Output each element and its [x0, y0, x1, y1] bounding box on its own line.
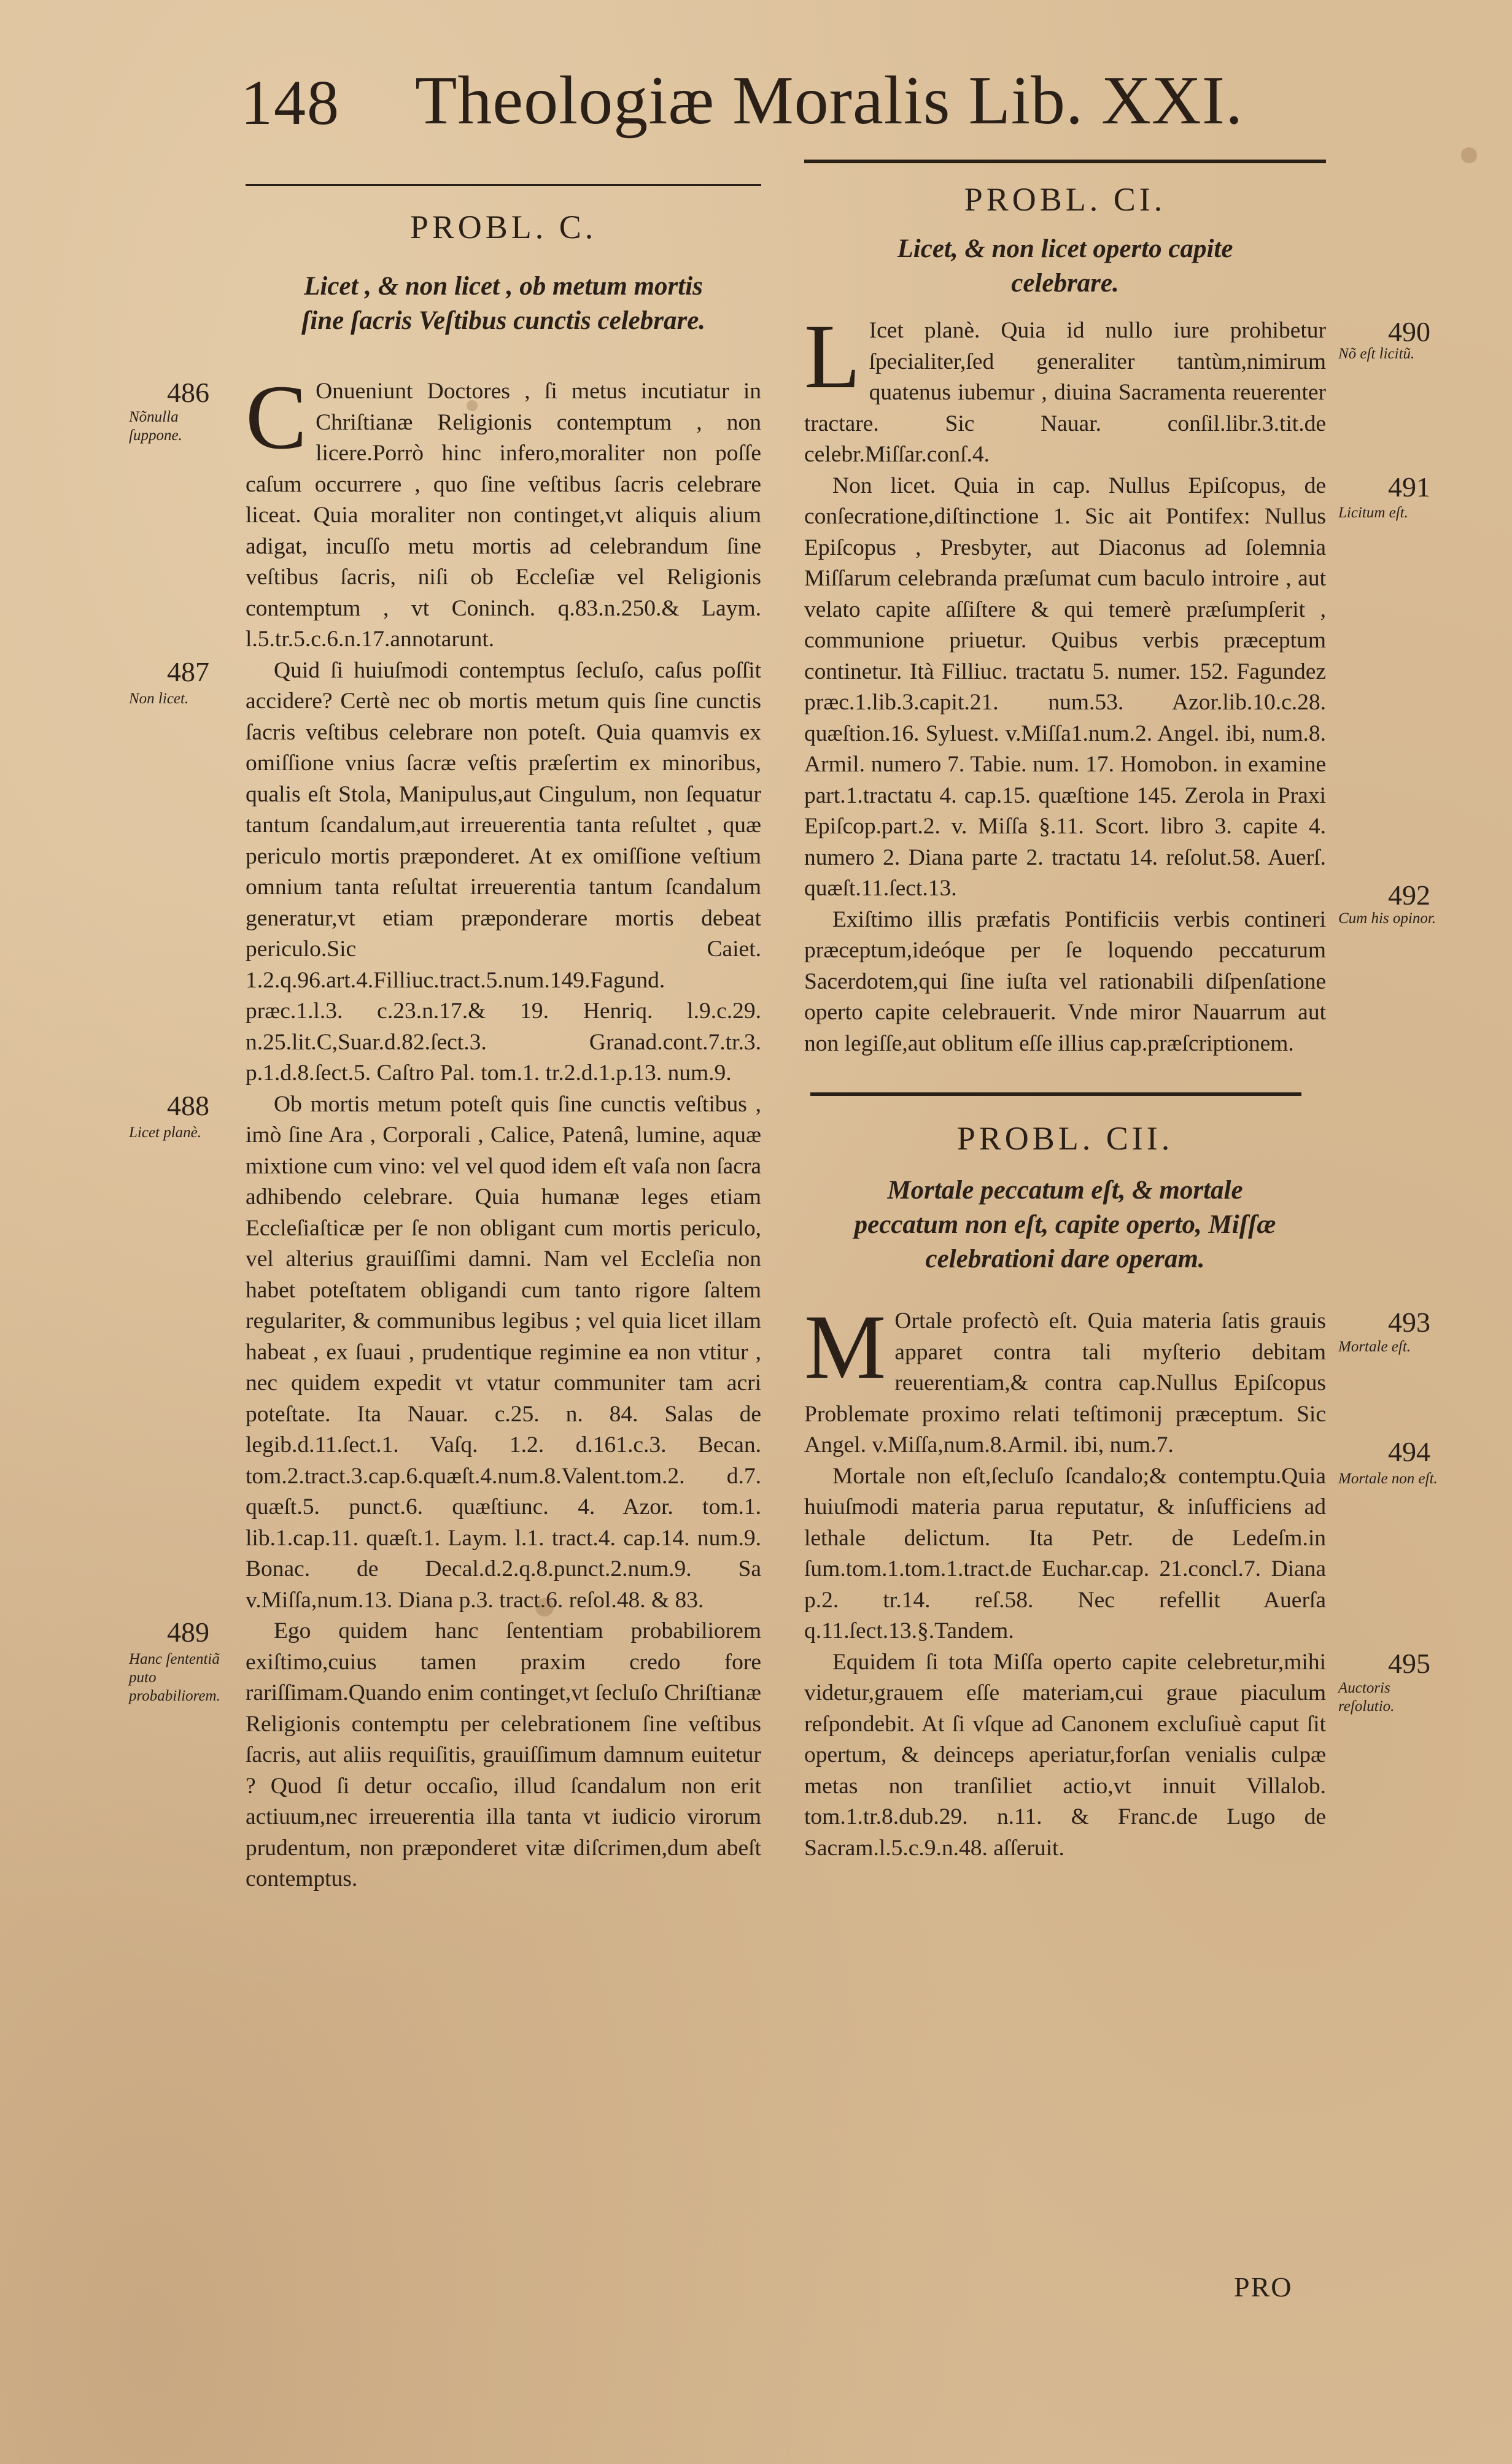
margin-note: Licitum eſt. [1338, 504, 1408, 521]
paragraph-number: 492 [1388, 879, 1430, 911]
paper-stain [535, 1598, 554, 1616]
right-problem-label-1: PROBL. CI. [964, 181, 1166, 218]
margin-note: Hanc ſententiã puto probabiliorem. [129, 1651, 220, 1704]
paragraph-489 [129, 1616, 761, 1895]
right-problem-label-2: PROBL. CII. [956, 1120, 1174, 1157]
left-problem-label: PROBL. C. [409, 209, 597, 245]
paragraph-number: 490 [1388, 316, 1430, 347]
paragraph-text: Non licet. Quia in cap. Nullus Epiſcopus, de conſecratione,diſtinctione 1. Sic ait Pontifex: Nullus Epiſcopus , Presbyter, aut Diaconus ad ſolemnia Miſſarum celebranda præſumat cum baculo introire , aut velato capite aſſiſtere & qui temerè præſumpſerit , communione priuetur. Quibus verbis præceptum continetur. Ità Filliuc. tractatu 5. numer. 152. Fagundez præc.1.lib.3.capit.21. num.53. Azor.lib.10.c.28. quæſtion.16. Syluest. v.Miſſa1.num.2. Angel. ibi, num.8. Armil. numero 7. Tabie. num. 17. Homobon. in examine part.1.tractatu 4. cap.15. quæſtione 145. Zerola in Praxi Epiſcop.part.2. v. Miſſa §.11. Scort. libro 3. capite 4. numero 2. Diana parte 2. tractatu 14. reſolut.58. Auerſ. quæſt.11.ſect.13. [804, 473, 1326, 901]
left-problem-title: Licet , & non licet , ob metum mortis ſine ſacris Veſtibus cunctis celebrare. [301, 272, 706, 335]
paragraph-495 [804, 1647, 1430, 1864]
paragraph-text: Ortale profectò eſt. Quia materia ſatis grauis apparet contra tali myſterio debitam reuerentiam,& contra cap.Nullus Epiſcopus Problemate proximo relati teſtimonij præceptum. Sic Angel. v.Miſſa,num.8.Armil. ibi, num.7. [804, 1308, 1326, 1458]
paragraph-number: 491 [1388, 471, 1430, 503]
paragraph-490 [804, 306, 1430, 471]
left-top-rule [246, 184, 761, 186]
margin-note: Non licet. [129, 690, 189, 707]
margin-note: Nõnulla ſuppone. [129, 409, 182, 444]
paragraph-487 [129, 655, 761, 1089]
paragraph-number: 495 [1388, 1647, 1430, 1679]
margin-note: Nõ eſt licitũ. [1338, 346, 1415, 362]
margin-note: Mortale eſt. [1338, 1338, 1411, 1355]
margin-note: Auctoris reſolutio. [1338, 1679, 1395, 1715]
paragraph-number: 493 [1388, 1307, 1430, 1338]
paragraph-486 [129, 366, 761, 655]
page-number: 148 [241, 68, 340, 138]
catchword: PRO [1234, 2271, 1293, 2303]
margin-note: Licet planè. [129, 1124, 202, 1141]
paragraph-text: Mortale non eſt,ſecluſo ſcandalo;& contemptu.Quia huiuſmodi materia parua reputatur, & inſufficiens ad lethale delictum. Ita Petr. de Ledeſm.in ſum.tom.1.tom.1.tract.de Euchar.cap. 21.concl.7. Diana p.2. tr.14. reſ.58. Nec refellit Auerſa q.11.ſect.13.§.Tandem. [804, 1463, 1326, 1643]
paragraph-number: 489 [167, 1616, 209, 1648]
paragraph-text: Ego quidem hanc ſententiam probabiliorem exiſtimo,cuius tamen praxim credo fore rariſſimam.Quando enim continget,vt ſecluſo Chriſtianæ Religionis contemptu per celebrationem ſine veſtibus ſacris, aut aliis requiſitis, grauiſſimum damnum euitetur ? Quod ſi detur occaſio, illud ſcandalum non erit actiuum,nec irreuerentia illa tanta vt iudicio virorum prudentum, non præponderet vitæ diſcrimen,dum abeſt contemptus. [246, 1618, 761, 1891]
paper-stain [467, 400, 478, 411]
paragraph-text: Icet planè. Quia id nullo iure prohibetur ſpecialiter,ſed generaliter tantùm,nimirum quatenus iubemur , diuina Sacramenta reuerenter tractare. Sic Nauar. conſil.libr.3.tit.de celebr.Miſſar.conſ.4. [804, 318, 1326, 467]
running-head: Theologiæ Moralis Lib. XXI. [415, 63, 1244, 139]
right-top-rule [804, 160, 1326, 163]
right-column [804, 160, 1438, 1864]
paragraph-text: Ob mortis metum poteſt quis ſine cunctis veſtibus , imò ſine Ara , Corporali , Calice, Patenâ, lumine, aquæ mixtione cum vino: vel vel quod idem eſt vaſa non ſacra adhibendo celebrare. Quia humanæ leges etiam Eccleſiaſticæ per ſe non obligant cum mortis periculo, vel alterius grauiſſimi damni. Nam vel Eccleſia non habet poteſtatem obligandi cum tanto rigore ſaltem regulariter, & communibus legibus ; vel quia licet illam habeat , ex ſuaui , prudentique regimine ea non vtitur , nec quidem expedit vt vtatur communiter tam acri poteſtate. Ita Nauar. c.25. n. 84. Salas de legib.d.11.ſect.1. Vaſq. 1.2. d.161.c.3. Becan. tom.2.tract.3.cap.6.quæſt.4.num.8.Valent.tom.2. d.7. quæſt.5. punct.6. quæſtiunc. 4. Azor. tom.1. lib.1.cap.11. quæſt.1. Laym. l.1. tract.4. cap.14. num.9. Bonac. de Decal.d.2.q.8.punct.2.num.9. Sa v.Miſſa,num.13. Diana p.3. tract.6. reſol.48. & 83. [246, 1091, 761, 1613]
right-problem-title-2: Mortale peccatum eſt, & mortale peccatum non eſt, capite operto, Miſſæ celebrationi dare operam. [854, 1176, 1276, 1273]
margin-note: Mortale non eſt. [1338, 1470, 1438, 1487]
drop-cap: C [246, 366, 308, 468]
paragraph-text: Equidem ſi tota Miſſa operto capite celebretur,mihi videtur,grauem eſſe materiam,cui graue piaculum reſpondebit. At ſi vſque ad Canonem excluſiuè caput ſit opertum, & deinceps aperiatur,forſan venialis culpæ metas non tranſiliet actio,vt innuit Villalob. tom.1.tr.8.dub.29. n.11. & Franc.de Lugo de Sacram.l.5.c.9.n.48. aſſeruit. [804, 1649, 1326, 1861]
left-column [129, 184, 761, 1895]
paragraph-text: Onueniunt Doctores , ſi metus incutiatur in Chriſtianæ Religionis contemptum , non licere.Porrò hinc infero,moraliter non poſſe caſum occurrere , quo ſine veſtibus ſacris celebrare liceat. Quia moraliter non continget,vt aliquis alium adigat, incuſſo metu mortis ad celebrandum ſine veſtibus ſacris, niſi ob Eccleſiæ vel Religionis contemptum , vt Coninch. q.83.n.250.& Laym. l.5.tr.5.c.6.n.17.annotarunt. [246, 379, 761, 652]
paragraph-number: 487 [167, 655, 209, 687]
drop-cap: L [804, 306, 861, 407]
paragraph-number: 494 [1388, 1435, 1430, 1467]
paragraph-number: 486 [167, 377, 209, 408]
paragraph-text: Exiſtimo illis præfatis Pontificiis verbis contineri præceptum,ideóque per ſe loquendo peccaturum Sacerdotem,qui ſine iuſta vel rationabili diſpenſatione operto capite celebrauerit. Vnde miror Nauarrum aut non legiſſe,aut oblitum eſſe illius cap.præſcriptionem. [804, 906, 1326, 1056]
paragraph-text: Quid ſi huiuſmodi contemptus ſecluſo, caſus poſſit accidere? Certè nec ob mortis metum quis ſine cunctis ſacris veſtibus celebrare non poteſt. Quia quamvis ex omiſſione vnius ſacræ veſtis præſertim ex minoribus, qualis eſt Stola, Manipulus,aut Cingulum, non ſequatur tantum ſcandalum,aut irreuerentia tanta reſultet , quæ periculo mortis præponderet. At ex omiſſione veſtium omnium tanta reſultat irreuerentia tantum ſcandalum generatur,vt etiam præponderare mortis debeat periculo.Sic Caiet. 1.2.q.96.art.4.Filliuc.tract.5.num.149.Fagund. præc.1.l.3. c.23.n.17.& 19. Henriq. l.9.c.29. n.25.lit.C,Suar.d.82.ſect.3. Granad.cont.7.tr.3. p.1.d.8.ſect.5. Caſtro Pal. tom.1. tr.2.d.1.p.13. num.9. [246, 657, 761, 1086]
paragraph-492 [804, 879, 1436, 1060]
paragraph-number: 488 [167, 1089, 209, 1121]
right-problem-title-1: Licet, & non licet operto capite celebrare. [897, 234, 1233, 298]
margin-note: Cum his opinor. [1338, 910, 1436, 927]
paper-stain [1461, 147, 1477, 163]
section-divider [810, 1092, 1301, 1096]
paragraph-494 [804, 1435, 1438, 1647]
paragraph-488 [129, 1089, 761, 1616]
drop-cap: M [804, 1296, 886, 1398]
